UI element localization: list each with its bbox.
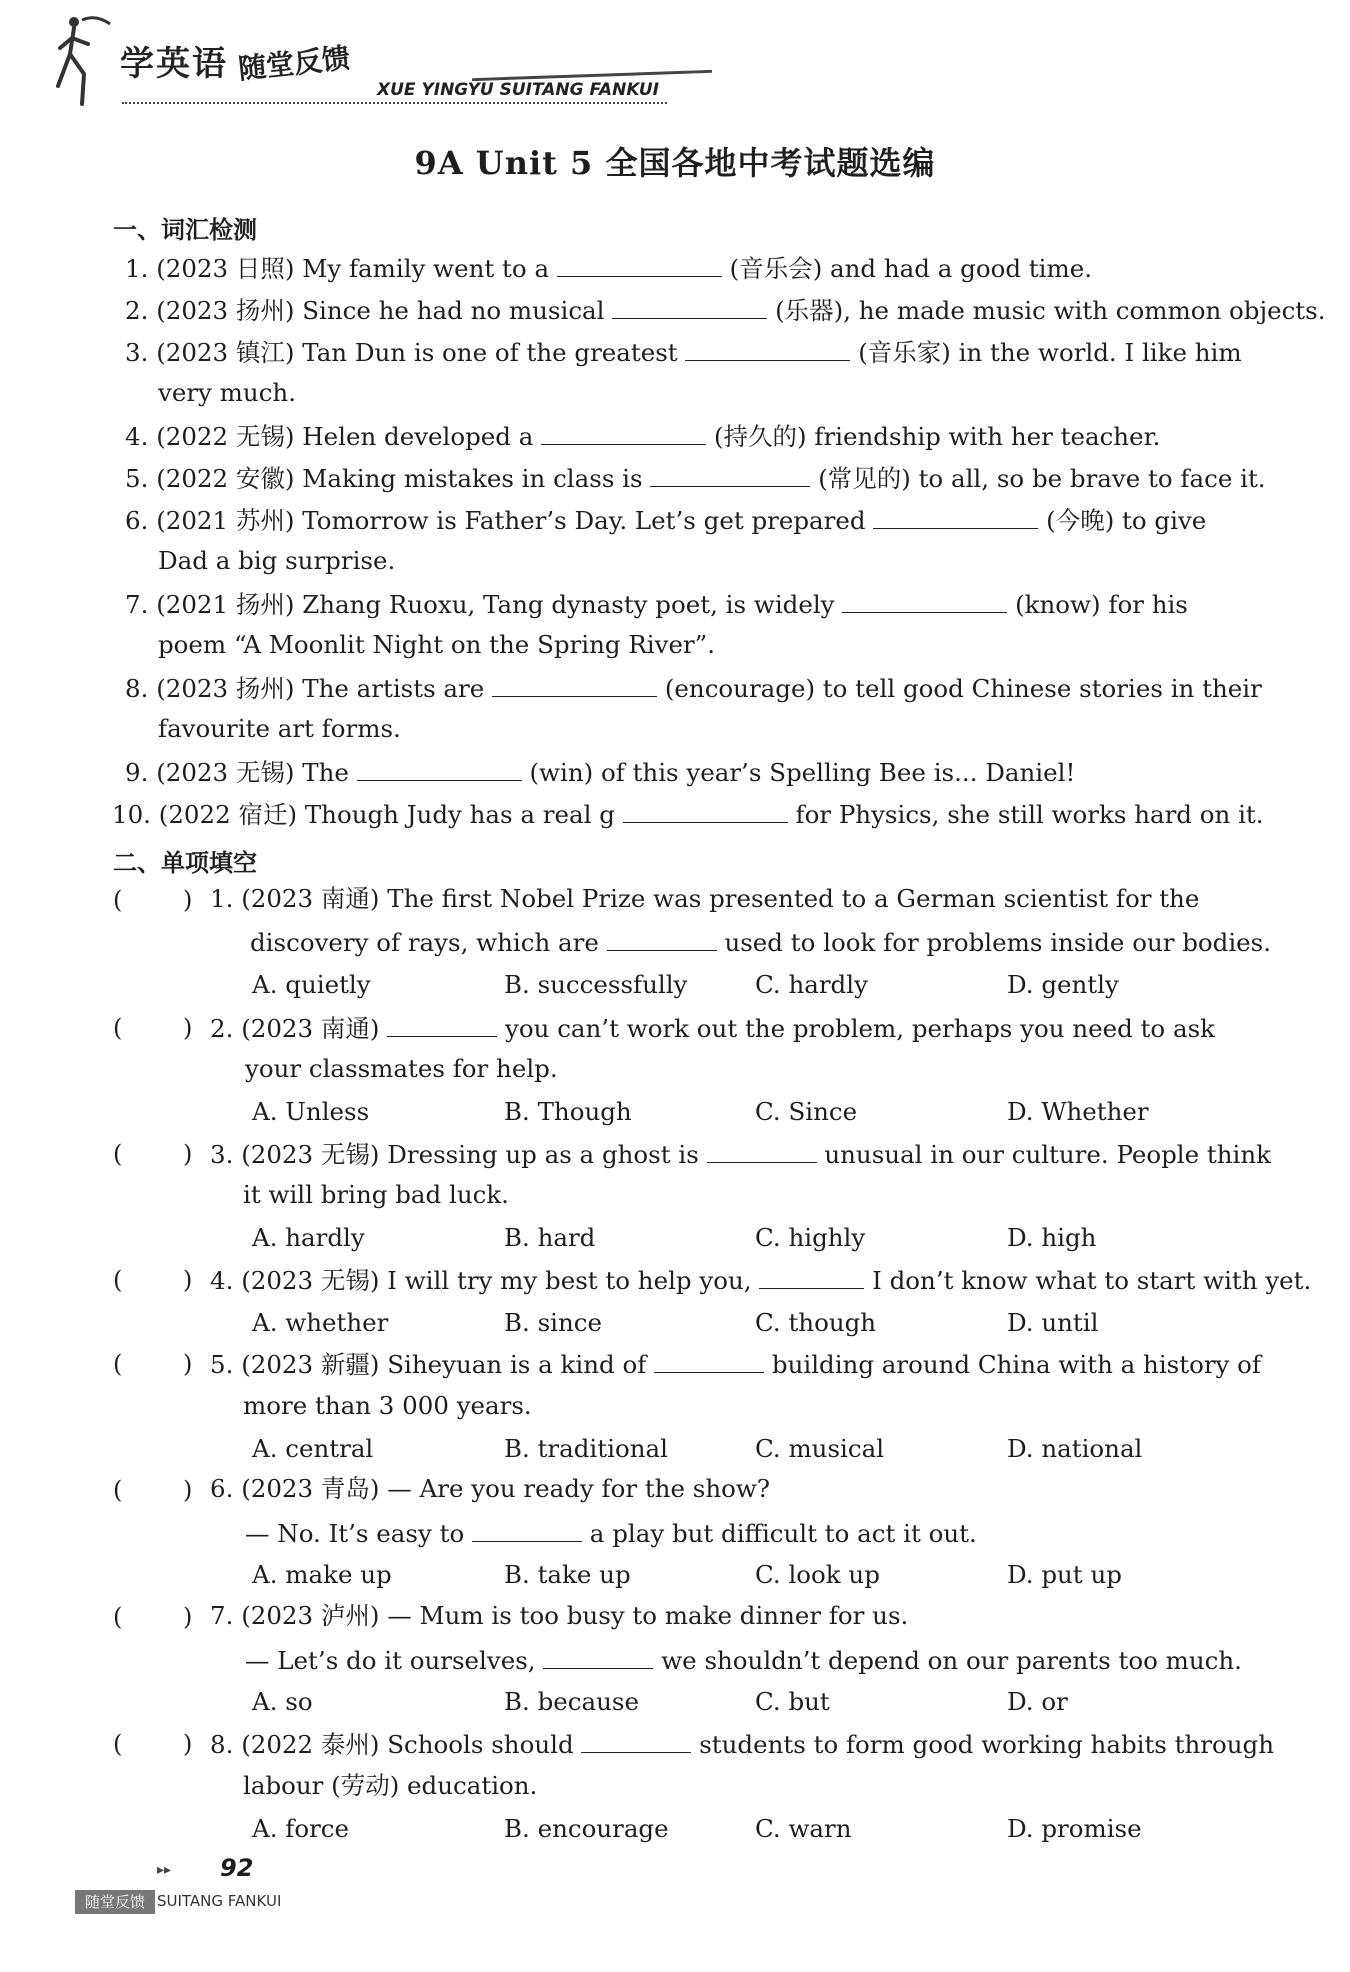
answer-paren-open[interactable]: ( bbox=[113, 1730, 123, 1758]
question-stem: 2. (2023 南通) you can’t work out the problem, perhaps you need to ask bbox=[210, 1014, 1215, 1043]
vocab-item: 5. (2022 安徽) Making mistakes in class is (常见的) to all, so be brave to face it. bbox=[125, 464, 1266, 493]
answer-paren-close: ) bbox=[183, 1014, 193, 1042]
answer-blank[interactable] bbox=[623, 798, 788, 823]
question-stem: 3. (2023 无锡) Dressing up as a ghost is unusual in our culture. People think bbox=[210, 1140, 1271, 1169]
option-a[interactable]: A. central bbox=[252, 1434, 374, 1463]
question-stem-continued: your classmates for help. bbox=[245, 1054, 558, 1083]
option-a[interactable]: A. whether bbox=[252, 1308, 389, 1337]
option-c[interactable]: C. musical bbox=[755, 1434, 885, 1463]
header-dotted-line bbox=[122, 102, 667, 104]
answer-paren-open[interactable]: ( bbox=[113, 886, 123, 914]
option-a[interactable]: A. so bbox=[252, 1687, 313, 1716]
answer-blank[interactable] bbox=[357, 756, 522, 781]
answer-blank[interactable] bbox=[607, 926, 717, 951]
option-d[interactable]: D. high bbox=[1007, 1223, 1097, 1252]
vocab-item: 7. (2021 扬州) Zhang Ruoxu, Tang dynasty poet, is widely (know) for his bbox=[125, 590, 1188, 619]
answer-paren-open[interactable]: ( bbox=[113, 1350, 123, 1378]
answer-paren-close: ) bbox=[183, 1140, 193, 1168]
logo-chinese-sub: 随堂反馈 bbox=[236, 41, 352, 86]
logo-english: XUE YINGYU SUITANG FANKUI bbox=[377, 80, 660, 100]
header-logo bbox=[52, 14, 672, 114]
question-stem: 5. (2023 新疆) Siheyuan is a kind of building around China with a history of bbox=[210, 1350, 1261, 1379]
option-c[interactable]: C. but bbox=[755, 1687, 830, 1716]
option-d[interactable]: D. or bbox=[1007, 1687, 1068, 1716]
answer-blank[interactable] bbox=[650, 462, 810, 487]
option-a[interactable]: A. force bbox=[252, 1814, 350, 1843]
answer-blank[interactable] bbox=[543, 1644, 653, 1669]
vocab-item-continued: poem “A Moonlit Night on the Spring River”. bbox=[158, 630, 715, 659]
answer-paren-close: ) bbox=[183, 886, 193, 914]
answer-blank[interactable] bbox=[581, 1728, 691, 1753]
answer-paren-open[interactable]: ( bbox=[113, 1140, 123, 1168]
answer-paren-close: ) bbox=[183, 1350, 193, 1378]
vocab-item-continued: Dad a big surprise. bbox=[158, 546, 396, 575]
answer-blank[interactable] bbox=[759, 1264, 864, 1289]
answer-blank[interactable] bbox=[387, 1012, 497, 1037]
answer-paren-open[interactable]: ( bbox=[113, 1603, 123, 1631]
answer-paren-open[interactable]: ( bbox=[113, 1476, 123, 1504]
answer-paren-close: ) bbox=[183, 1603, 193, 1631]
vocab-item: 2. (2023 扬州) Since he had no musical (乐器), he made music with common objects. bbox=[125, 296, 1326, 325]
answer-blank[interactable] bbox=[541, 420, 706, 445]
vocab-item: 3. (2023 镇江) Tan Dun is one of the greatest (音乐家) in the world. I like him bbox=[125, 338, 1242, 367]
answer-paren-open[interactable]: ( bbox=[113, 1014, 123, 1042]
answer-blank[interactable] bbox=[612, 294, 767, 319]
footer-label-box: 随堂反馈 bbox=[75, 1890, 155, 1914]
option-c[interactable]: C. look up bbox=[755, 1560, 880, 1589]
question-stem: 6. (2023 青岛) — Are you ready for the show? bbox=[210, 1474, 770, 1503]
option-b[interactable]: B. successfully bbox=[504, 970, 688, 999]
page-title: 9A Unit 5 全国各地中考试题选编 bbox=[414, 144, 936, 182]
question-stem: 8. (2022 泰州) Schools should students to form good working habits through bbox=[210, 1730, 1274, 1759]
option-c[interactable]: C. highly bbox=[755, 1223, 866, 1252]
section-title-vocabulary: 一、词汇检测 bbox=[113, 216, 257, 244]
section-title-multiple-choice: 二、单项填空 bbox=[113, 849, 257, 877]
option-d[interactable]: D. put up bbox=[1007, 1560, 1122, 1589]
question-stem-continued: discovery of rays, which are used to look for problems inside our bodies. bbox=[250, 928, 1272, 957]
option-b[interactable]: B. since bbox=[504, 1308, 602, 1337]
running-figure-icon bbox=[52, 14, 122, 112]
option-c[interactable]: C. warn bbox=[755, 1814, 852, 1843]
option-b[interactable]: B. take up bbox=[504, 1560, 631, 1589]
vocab-item: 9. (2023 无锡) The (win) of this year’s Spelling Bee is... Daniel! bbox=[125, 758, 1076, 787]
option-c[interactable]: C. hardly bbox=[755, 970, 868, 999]
answer-paren-close: ) bbox=[183, 1730, 193, 1758]
question-stem-continued: more than 3 000 years. bbox=[243, 1391, 532, 1420]
answer-blank[interactable] bbox=[707, 1138, 817, 1163]
option-a[interactable]: A. make up bbox=[252, 1560, 392, 1589]
option-b[interactable]: B. encourage bbox=[504, 1814, 669, 1843]
vocab-item: 1. (2023 日照) My family went to a (音乐会) and had a good time. bbox=[125, 254, 1093, 283]
option-b[interactable]: B. because bbox=[504, 1687, 639, 1716]
option-b[interactable]: B. traditional bbox=[504, 1434, 668, 1463]
question-stem-continued: labour (劳动) education. bbox=[243, 1771, 538, 1800]
answer-blank[interactable] bbox=[842, 588, 1007, 613]
page-footer bbox=[75, 1854, 375, 1922]
option-a[interactable]: A. Unless bbox=[252, 1097, 370, 1126]
option-a[interactable]: A. quietly bbox=[252, 970, 371, 999]
page-number: 92 bbox=[220, 1854, 254, 1882]
option-a[interactable]: A. hardly bbox=[252, 1223, 365, 1252]
option-b[interactable]: B. Though bbox=[504, 1097, 632, 1126]
answer-blank[interactable] bbox=[472, 1517, 582, 1542]
question-stem: 4. (2023 无锡) I will try my best to help you, I don’t know what to start with yet. bbox=[210, 1266, 1312, 1295]
vocab-item-continued: favourite art forms. bbox=[158, 714, 401, 743]
option-c[interactable]: C. Since bbox=[755, 1097, 858, 1126]
page-arrows-icon: ▸▸ bbox=[157, 1862, 172, 1878]
answer-blank[interactable] bbox=[685, 336, 850, 361]
answer-blank[interactable] bbox=[492, 672, 657, 697]
vocab-item-continued: very much. bbox=[158, 378, 296, 407]
question-stem-continued: — Let’s do it ourselves, we shouldn’t depend on our parents too much. bbox=[245, 1646, 1242, 1675]
answer-blank[interactable] bbox=[654, 1348, 764, 1373]
answer-paren-close: ) bbox=[183, 1476, 193, 1504]
answer-paren-open[interactable]: ( bbox=[113, 1266, 123, 1294]
vocab-item: 8. (2023 扬州) The artists are (encourage) to tell good Chinese stories in their bbox=[125, 674, 1262, 703]
option-d[interactable]: D. until bbox=[1007, 1308, 1099, 1337]
vocab-item: 6. (2021 苏州) Tomorrow is Father’s Day. Let’s get prepared (今晚) to give bbox=[125, 506, 1207, 535]
question-stem-continued: it will bring bad luck. bbox=[243, 1180, 509, 1209]
option-c[interactable]: C. though bbox=[755, 1308, 877, 1337]
vocab-item: 10. (2022 宿迁) Though Judy has a real g for Physics, she still works hard on it. bbox=[112, 800, 1264, 829]
option-d[interactable]: D. Whether bbox=[1007, 1097, 1149, 1126]
footer-label-english: SUITANG FANKUI bbox=[157, 1892, 282, 1910]
option-b[interactable]: B. hard bbox=[504, 1223, 596, 1252]
option-d[interactable]: D. national bbox=[1007, 1434, 1143, 1463]
question-stem: 7. (2023 泸州) — Mum is too busy to make dinner for us. bbox=[210, 1601, 909, 1630]
answer-paren-close: ) bbox=[183, 1266, 193, 1294]
vocab-item: 4. (2022 无锡) Helen developed a (持久的) friendship with her teacher. bbox=[125, 422, 1161, 451]
answer-blank[interactable] bbox=[557, 252, 722, 277]
logo-chinese: 学英语 bbox=[120, 44, 228, 84]
question-stem: 1. (2023 南通) The first Nobel Prize was presented to a German scientist for the bbox=[210, 884, 1200, 913]
question-stem-continued: — No. It’s easy to a play but difficult to act it out. bbox=[245, 1519, 977, 1548]
option-d[interactable]: D. promise bbox=[1007, 1814, 1142, 1843]
answer-blank[interactable] bbox=[873, 504, 1038, 529]
option-d[interactable]: D. gently bbox=[1007, 970, 1119, 999]
